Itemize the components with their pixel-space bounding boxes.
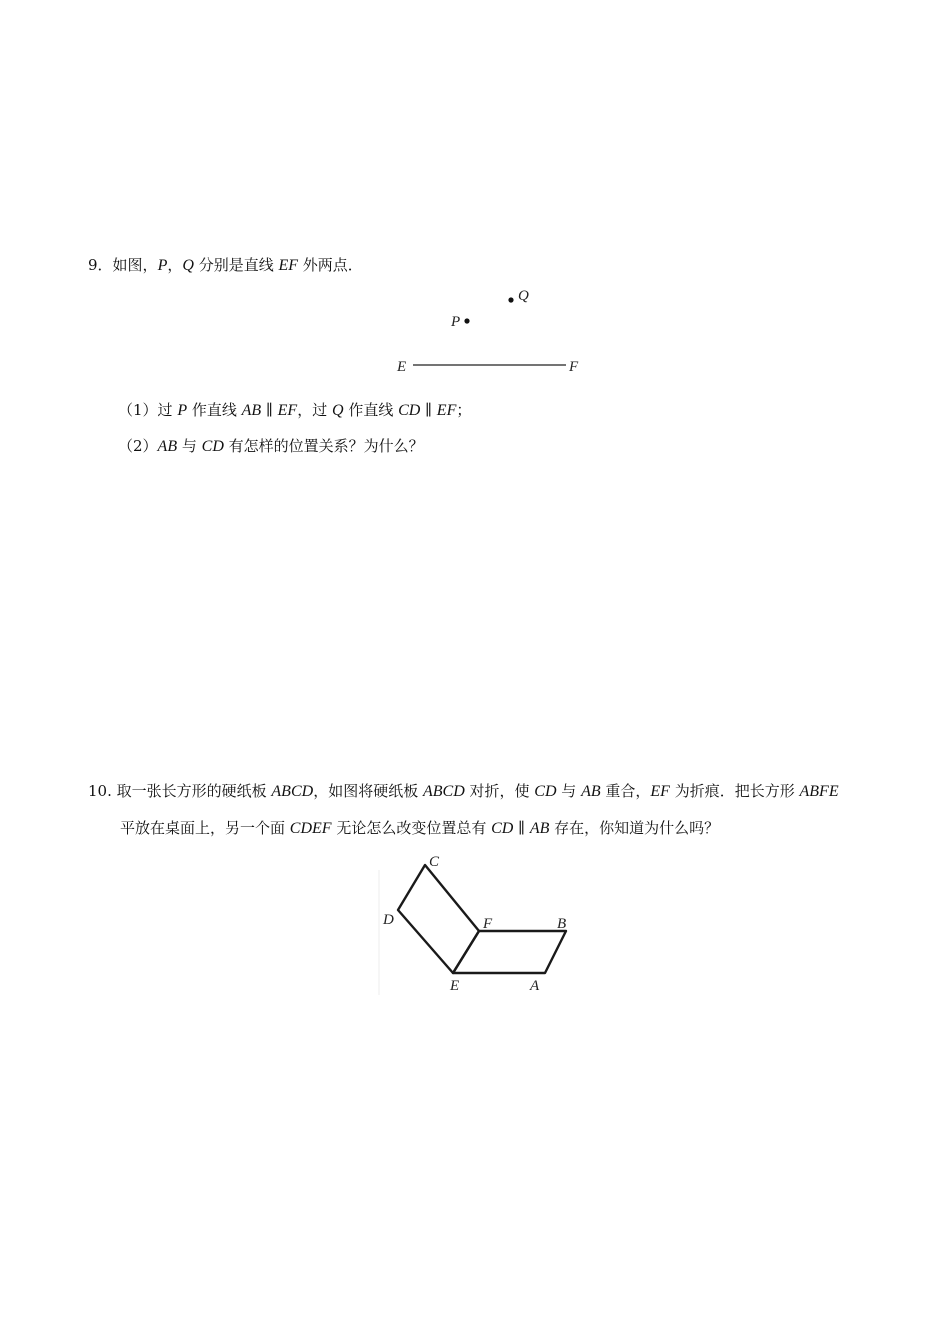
label-f: F [569, 359, 579, 375]
label-q: Q [518, 288, 529, 304]
label-p: P [451, 314, 461, 330]
label-e: E [397, 359, 407, 375]
label-b: B [557, 916, 567, 932]
q10-prompt-line-2: 平放在桌面上，另一个面 CDEF 无论怎么改变位置总有 CD ∥ AB 存在，你知道为什么吗？ [120, 819, 720, 837]
q9-part-1: （1）过 P 作直线 AB ∥ EF，过 Q 作直线 CD ∥ EF； [118, 401, 472, 419]
q9-part-2: （2）AB 与 CD 有怎样的位置关系？为什么？ [118, 437, 424, 455]
label-d: D [383, 912, 394, 928]
q9-prompt: 9．如图，P，Q 分别是直线 EF 外两点． [88, 256, 363, 274]
label-e10: E [450, 978, 460, 994]
face-abfe [453, 931, 566, 973]
q10-prompt-line-1: 10. 取一张长方形的硬纸板 ABCD，如图将硬纸板 ABCD 对折，使 CD 与 AB 重合，EF 为折痕．把长方形 ABFE [88, 782, 839, 800]
label-c: C [429, 854, 440, 870]
label-a: A [530, 978, 540, 994]
label-f10: F [483, 916, 493, 932]
face-cdef [398, 865, 479, 973]
